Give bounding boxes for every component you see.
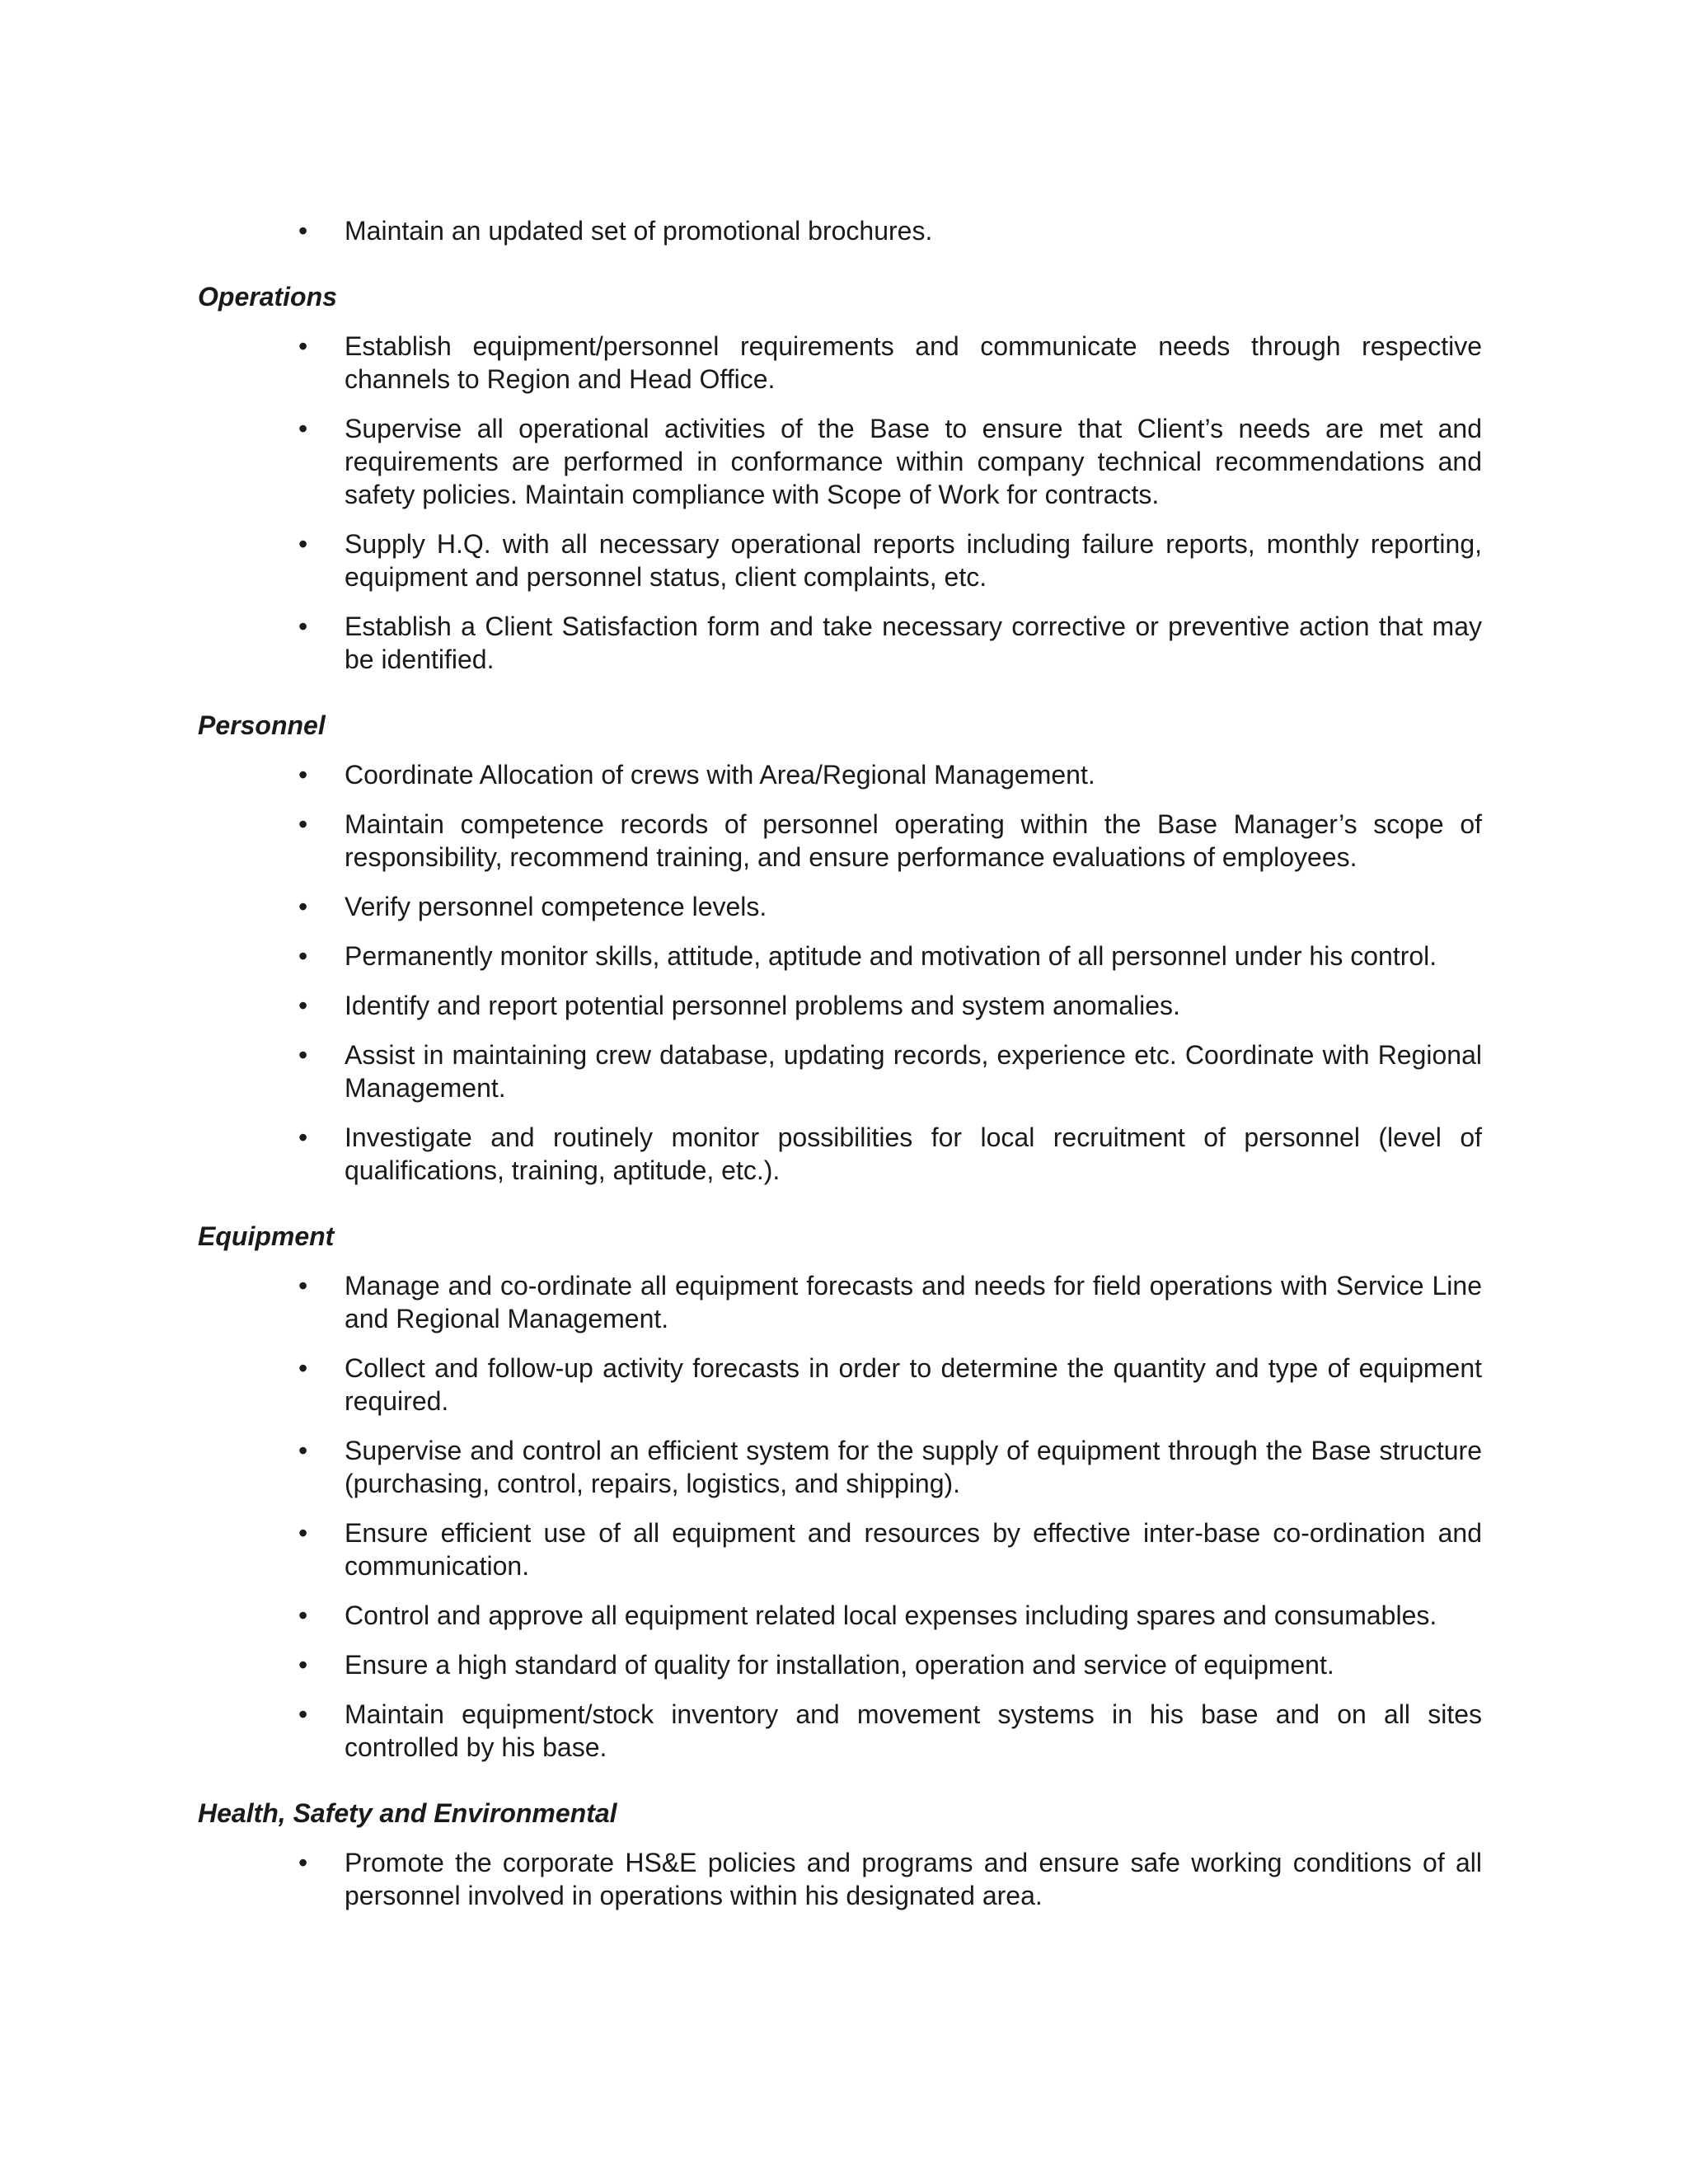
list-item: • Supervise and control an efficient system for the supply of equipment through the Base structure (purchasing, control, repairs, logistics, and shipping). — [345, 1434, 1482, 1500]
list-item: • Verify personnel competence levels. — [345, 890, 1482, 923]
list-item: • Investigate and routinely monitor possibilities for local recruitment of personnel (level of qualifications, training, aptitude, etc.). — [345, 1121, 1482, 1187]
list-item: • Establish equipment/personnel requirements and communicate needs through respective channels to Region and Head Office. — [345, 330, 1482, 396]
list-item: • Manage and co-ordinate all equipment forecasts and needs for field operations with Service Line and Regional Management. — [345, 1269, 1482, 1335]
list-item: • Promote the corporate HS&E policies and programs and ensure safe working conditions of all personnel involved in operations within his designated area. — [345, 1846, 1482, 1912]
list-item: • Identify and report potential personnel problems and system anomalies. — [345, 989, 1482, 1022]
list-item: • Assist in maintaining crew database, updating records, experience etc. Coordinate with Regional Management. — [345, 1038, 1482, 1104]
section-heading-equipment: Equipment — [198, 1221, 335, 1251]
section-heading-hse: Health, Safety and Environmental — [198, 1798, 617, 1828]
section-heading-personnel: Personnel — [198, 710, 326, 740]
list-item: • Supervise all operational activities of the Base to ensure that Client’s needs are met and requirements are performed in conformance within company technical recommendations and safety policies. Maintain compliance with Scope of Work for contracts. — [345, 412, 1482, 511]
list-item: • Maintain an updated set of promotional brochures. — [345, 214, 1482, 247]
list-item: • Permanently monitor skills, attitude, aptitude and motivation of all personnel under his control. — [345, 940, 1482, 972]
list-item: • Establish a Client Satisfaction form and take necessary corrective or preventive action that may be identified. — [345, 610, 1482, 676]
lead-list — [198, 214, 1482, 247]
list-item: • Supply H.Q. with all necessary operational reports including failure reports, monthly reporting, equipment and personnel status, client complaints, etc. — [345, 527, 1482, 593]
list-item: • Maintain competence records of personnel operating within the Base Manager’s scope of responsibility, recommend training, and ensure performance evaluations of employees. — [345, 808, 1482, 874]
list-item: • Collect and follow-up activity forecasts in order to determine the quantity and type of equipment required. — [345, 1352, 1482, 1418]
section-heading-operations: Operations — [198, 282, 337, 312]
list-item: • Coordinate Allocation of crews with Area/Regional Management. — [345, 758, 1482, 791]
list-item: • Ensure efficient use of all equipment and resources by effective inter-base co-ordination and communication. — [345, 1516, 1482, 1582]
list-item: • Control and approve all equipment related local expenses including spares and consumables. — [345, 1599, 1482, 1632]
hse-list — [198, 1846, 1482, 1912]
operations-list — [198, 330, 1482, 676]
equipment-list — [198, 1269, 1482, 1764]
list-item: • Ensure a high standard of quality for installation, operation and service of equipment. — [345, 1648, 1482, 1681]
list-item: • Maintain equipment/stock inventory and movement systems in his base and on all sites controlled by his base. — [345, 1698, 1482, 1764]
personnel-list — [198, 758, 1482, 1187]
